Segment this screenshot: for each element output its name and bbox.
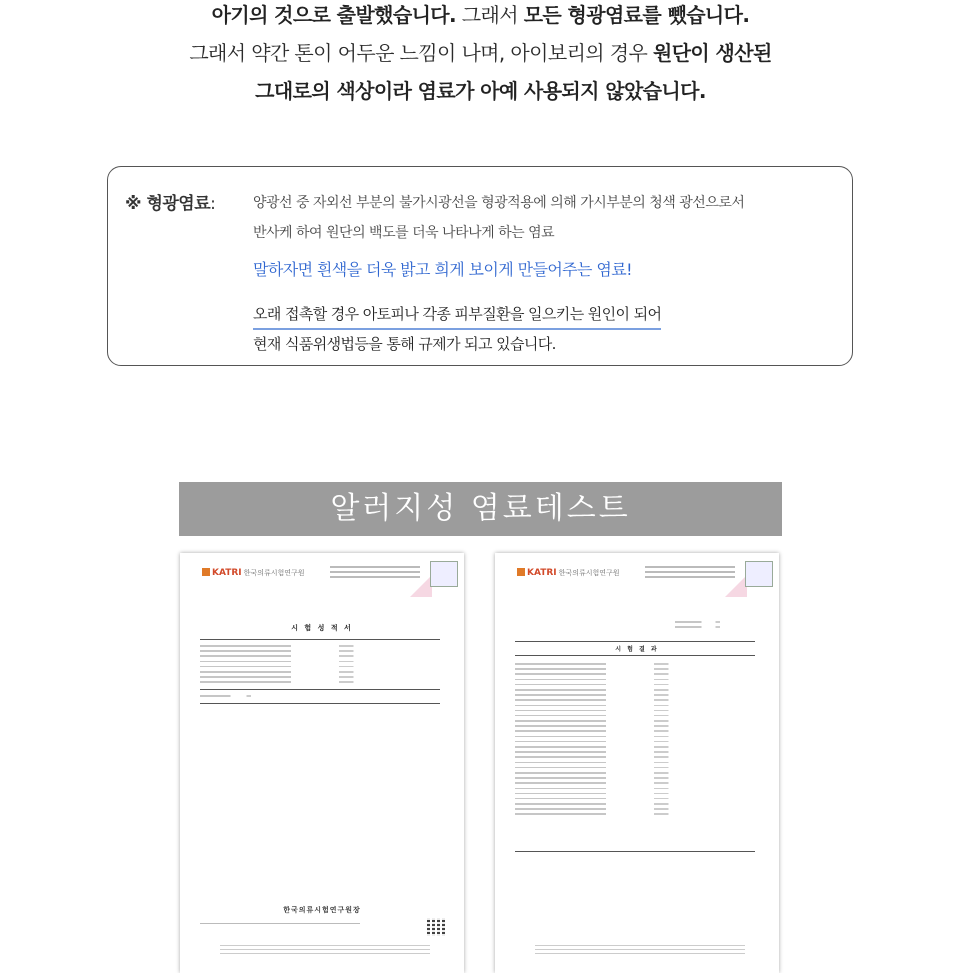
doc-rule: [200, 639, 440, 640]
doc-header-fineprint: [645, 563, 735, 587]
doc-rule: [515, 641, 755, 642]
doc-left-info-rows: [200, 645, 440, 687]
doc-left-summary-row: [200, 695, 280, 700]
test-report-document-left: [180, 553, 464, 973]
katri-org-name: 한국의류시험연구원: [243, 569, 305, 577]
intro-line-3: [0, 76, 961, 114]
intro-line-2: [0, 38, 961, 76]
note-heading-text: ※ 형광염료: [125, 194, 211, 214]
intro-line-2-a: 그래서 약간 톤이 어두운 느낌이 나며, 아이보리의 경우: [189, 41, 653, 65]
intro-line-1-mid: 그래서: [456, 3, 524, 27]
intro-line-3-bold: 그대로의 색상이라 염료가 아예 사용되지 않았습니다.: [255, 79, 706, 103]
doc-rule: [200, 703, 440, 704]
doc-right-title: 시 험 결 과: [615, 646, 659, 653]
doc-right-fineprint: [535, 945, 745, 957]
doc-rule: [515, 655, 755, 656]
doc-corner-decoration: [410, 575, 432, 597]
fluorescent-dye-note-box: [107, 166, 853, 366]
doc-right-ref-rows: [675, 621, 745, 631]
intro-line-1-bold-a: 아기의 것으로 출발했습니다.: [211, 3, 457, 27]
doc-sign-line: [200, 923, 360, 924]
katri-logo: [202, 568, 305, 578]
doc-rule: [200, 689, 440, 690]
note-definition-line-1: 양광선 중 자외선 부분의 불가시광선을 형광적용에 의해 가시부분의 청색 광선으로서: [253, 195, 745, 211]
note-heading-colon: :: [210, 194, 216, 214]
katri-logo-mark-icon: [517, 568, 525, 576]
allergy-dye-test-banner: 알러지성 염료테스트: [179, 482, 782, 536]
doc-left-footer-title: 한국의류시험연구원장: [283, 906, 361, 914]
note-warning-line-2: 현재 식품위생법등을 통해 규제가 되고 있습니다.: [253, 335, 556, 353]
test-report-document-right: [495, 553, 779, 973]
doc-rule: [515, 851, 755, 852]
intro-line-2-bold: 원단이 생산된: [652, 41, 772, 65]
note-heading: [125, 189, 215, 214]
katri-logo-mark-icon: [202, 568, 210, 576]
katri-org-name: 한국의류시험연구원: [558, 569, 620, 577]
katri-logo: [517, 568, 620, 578]
note-definition-line-2: 반사케 하여 원단의 백도를 더욱 나타나게 하는 염료: [253, 225, 555, 241]
doc-left-title: 시 험 성 적 서: [291, 624, 353, 632]
doc-right-result-rows: [515, 663, 755, 819]
katri-logo-text: KATRI: [212, 568, 242, 578]
doc-left-fineprint: [220, 945, 430, 957]
certification-stamp-icon: [430, 561, 458, 587]
certification-stamp-icon: [745, 561, 773, 587]
qr-code-icon: [427, 918, 445, 936]
doc-header-fineprint: [330, 563, 420, 587]
katri-logo-text: KATRI: [527, 568, 557, 578]
note-warning-line-1: 오래 접촉할 경우 아토피나 각종 피부질환을 일으키는 원인이 되어: [253, 303, 661, 330]
intro-text: [0, 0, 961, 114]
note-highlight: 말하자면 흰색을 더욱 밝고 희게 보이게 만들어주는 염료!: [253, 260, 632, 279]
note-definition: [253, 188, 848, 248]
intro-line-1: [0, 0, 961, 38]
intro-line-1-bold-b: 모든 형광염료를 뺐습니다.: [523, 3, 750, 27]
doc-corner-decoration: [725, 575, 747, 597]
